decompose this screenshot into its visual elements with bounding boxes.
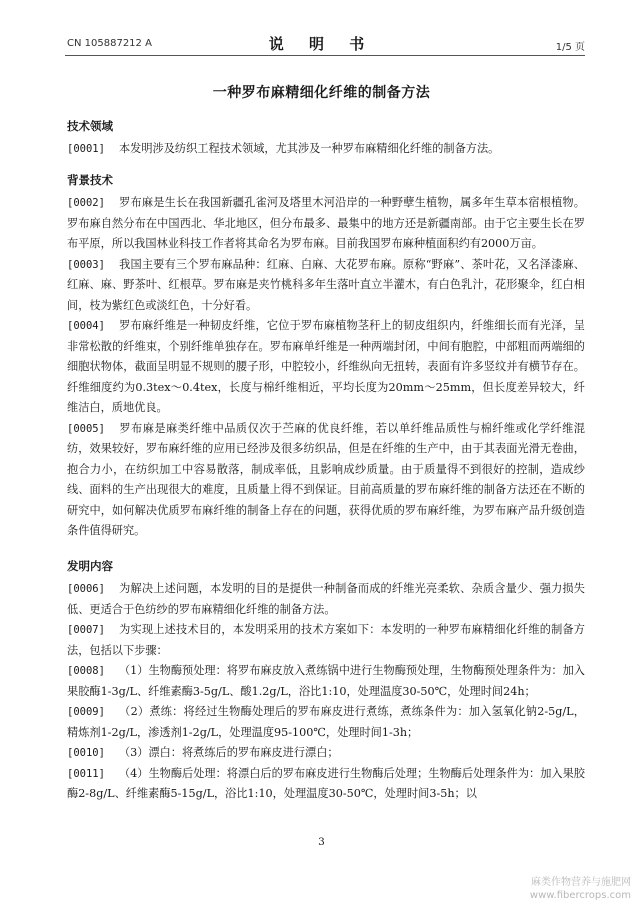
paragraph-text: （3）漂白：将煮练后的罗布麻皮进行漂白； [118,746,339,759]
paragraph-text: （2）煮练：将经过生物酶处理后的罗布麻皮进行煮练，煮练条件为：加入氢氧化钠2-5g/L，精炼剂1-2g/L，渗透剂1-2g/L，处理温度95-100℃，处理时间1-3h； [67,705,585,739]
paragraph-number: [0006] [67,583,105,595]
watermark-site-name: 麻类作物营养与施肥网 [531,877,631,888]
paragraph-0010 [67,743,585,764]
watermark-url: www.fibercrops.com [529,890,631,901]
paragraph-text: 罗布麻是生长在我国新疆孔雀河及塔里木河沿岸的一种野孽生植物，属多年生草本宿根植物。罗布麻自然分布在中国西北、华北地区，但分布最多、最集中的地方还是新疆南部。由于它主要生长在罗布平原，所以我国林业科技工作者将其命名为罗布麻。目前我国罗布麻种植面积约有2000万亩。 [67,196,585,250]
paragraph-0011 [67,764,585,805]
paragraph-number: [0005] [67,422,105,435]
paragraph-text: （1）生物酶预处理：将罗布麻皮放入煮练锅中进行生物酶预处理，生物酶预处理条件为：加入果胶酶1-3g/L、纤维素酶3-5g/L、酸1.2g/L，浴比1:10，处理温度30-50℃，处理时间24h； [67,664,585,698]
paragraph-text: 我国主要有三个罗布麻品种：红麻、白麻、大花罗布麻。原称“野麻”、茶叶花，又名泽漆麻、红麻、麻、野茶叶、红根草。罗布麻是夹竹桃科多年生落叶直立半灌木，有白色乳汁，花形聚伞，红白相间，枝为紫红色或淡红色，十分好看。 [67,257,585,312]
paragraph-text: 本发明涉及纺织工程技术领域，尤其涉及一种罗布麻精细化纤维的制备方法。 [118,142,500,155]
paragraph-number: [0001] [67,143,105,155]
paragraph-0004 [67,316,585,419]
watermark [530,876,631,902]
paragraph-0003 [67,255,585,317]
paragraph-0005 [67,419,585,542]
paragraph-number: [0009] [67,706,105,718]
paragraph-text: （4）生物酶后处理：将漂白后的罗布麻皮进行生物酶后处理；生物酶后处理条件为：加入果胶酶2-8g/L、纤维素酶5-15g/L，浴比1:10，处理温度30-50℃，处理时间3-5h；以 [67,766,585,800]
page-number: 3 [318,836,325,848]
paragraph-number: [0003] [67,258,105,271]
section-heading-background: 背景技术 [67,173,113,187]
section-tech-field [67,139,585,160]
paragraph-number: [0008] [67,665,105,677]
paragraph-0001 [67,139,585,160]
section-background [67,193,585,542]
section-heading-tech-field: 技术领域 [67,119,113,133]
section-heading-invention: 发明内容 [67,559,113,573]
paragraph-text: 为解决上述问题，本发明的目的是提供一种制备而成的纤维光亮柔软、杂质含量少、强力损失低、更适合于色纺纱的罗布麻精细化纤维的制备方法。 [67,582,585,616]
document-type-heading: 说 明 书 [268,35,375,53]
paragraph-number: [0011] [67,767,105,780]
paragraph-0006 [67,579,585,620]
header-divider [65,55,585,56]
paragraph-0007 [67,620,585,661]
document-title: 一种罗布麻精细化纤维的制备方法 [212,85,431,101]
paragraph-number: [0007] [67,624,105,636]
paragraph-number: [0010] [67,747,105,759]
paragraph-text: 罗布麻纤维是一种韧皮纤维，它位于罗布麻植物茎秆上的韧皮组织内，纤维细长而有光泽，呈非常松散的纤维束，个别纤维单独存在。罗布麻单纤维是一种两端封闭，中间有胞腔，中部粗而两端细的细胞状物体，截面呈明显不规则的腰子形，中腔较小，纤维纵向无扭转，表面有许多竖纹并有横节存在。纤维细度约为0.3tex～0.4tex，长度与棉纤维相近，平均长度为20mm～25mm，但长度差异较大，纤维洁白，质地优良。 [67,319,585,414]
paragraph-text: 罗布麻是麻类纤维中品质仅次于苎麻的优良纤维，若以单纤维品质性与棉纤维或化学纤维混纺，效果较好，罗布麻纤维的应用已经涉及很多纺织品，但是在纤维的生产中，由于其表面光滑无卷曲，抱合力小，在纺织加工中容易散落，制成率低，且影响成纱质量。由于质量得不到很好的控制，造成纱线、面料的生产出现很大的难度，且质量上得不到保证。目前高质量的罗布麻纤维的制备方法还在不断的研究中，如何解决优质罗布麻纤维的制备上存在的问题，获得优质的罗布麻纤维，为罗布麻产品升级创造条件值得研究。 [67,421,585,537]
paragraph-0009 [67,702,585,743]
paragraph-text: 为实现上述技术目的，本发明采用的技术方案如下：本发明的一种罗布麻精细化纤维的制备方法，包括以下步骤： [67,623,585,657]
paragraph-number: [0004] [67,320,105,332]
paragraph-0002 [67,193,585,255]
page-counter: 1/5 页 [555,42,585,53]
paragraph-0008 [67,661,585,702]
paragraph-number: [0002] [67,197,105,209]
section-invention [67,579,585,805]
patent-number: CN 105887212 A [67,38,152,49]
